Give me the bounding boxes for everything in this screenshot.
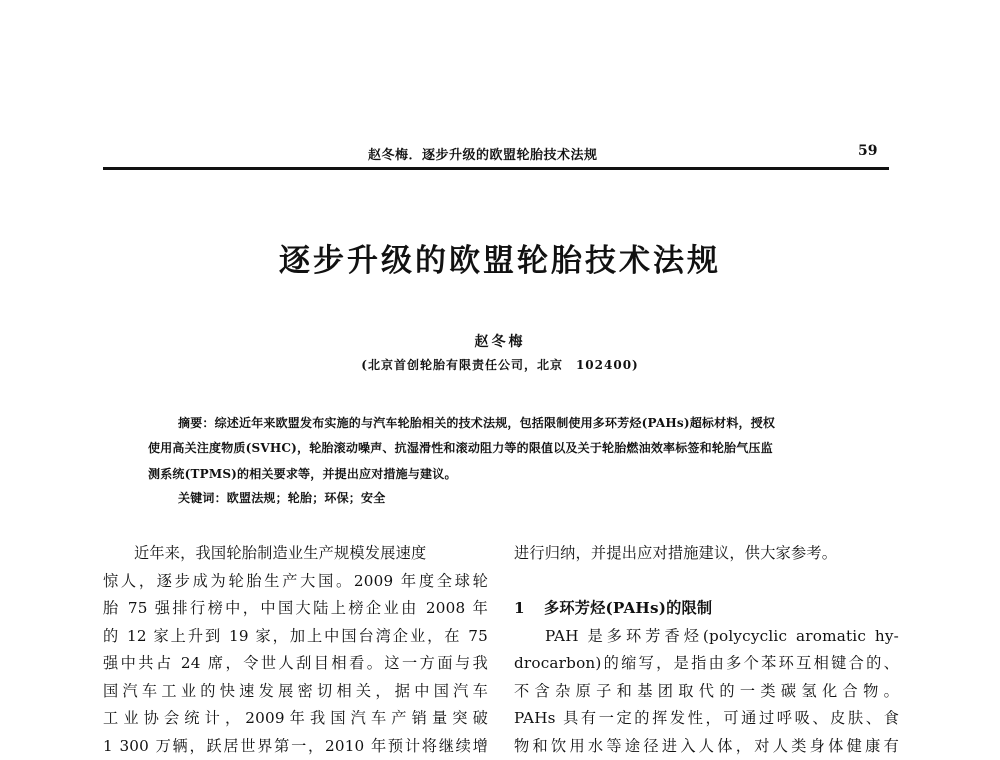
section-number: 1 — [514, 599, 525, 617]
body-line: PAH 是多环芳香烃(polycyclic aromatic hy- — [545, 626, 899, 645]
body-line: 物和饮用水等途径进入人体，对人类身体健康有 — [514, 736, 899, 755]
body-line: 胎 75 强排行榜中，中国大陆上榜企业由 2008 年 — [103, 599, 488, 617]
author-name: 赵冬梅 — [474, 334, 526, 350]
section-title: 多环芳烃(PAHs)的限制 — [544, 599, 713, 617]
body-line: 强中共占 24 席，令世人刮目相看。这一方面与我 — [103, 654, 488, 672]
abstract-line-3: 测系统(TPMS)的相关要求等，并提出应对措施与建议。 — [148, 467, 457, 481]
body-line: 不含杂原子和基团取代的一类碳氢化合物。 — [514, 681, 899, 700]
running-head: 赵冬梅．逐步升级的欧盟轮胎技术法规 — [368, 148, 598, 163]
page-number: 59 — [858, 143, 878, 159]
body-left-column — [103, 540, 488, 760]
body-line: 惊人，逐步成为轮胎生产大国。2009 年度全球轮 — [103, 571, 488, 590]
body-right-column — [514, 540, 899, 760]
article-title: 逐步升级的欧盟轮胎技术法规 — [279, 243, 721, 279]
abstract-line-1: 摘要：综述近年来欧盟发布实施的与汽车轮胎相关的技术法规，包括限制使用多环芳烃(PAHs)超标材料，授权 — [178, 416, 776, 430]
body-line: 进行归纳，并提出应对措施建议，供大家参考。 — [514, 544, 838, 562]
header-rule — [103, 167, 889, 170]
abstract-line-2: 使用高关注度物质(SVHC)，轮胎滚动噪声、抗湿滑性和滚动阻力等的限值以及关于轮胎燃油效率标签和轮胎气压监 — [148, 441, 773, 455]
body-line: 1 300 万辆，跃居世界第一，2010 年预计将继续增 — [103, 736, 488, 755]
body-line: 工业协会统计，2009年我国汽车产销量突破 — [103, 709, 488, 727]
section-heading — [514, 595, 899, 623]
author-affiliation: (北京首创轮胎有限责任公司，北京 102400) — [361, 358, 639, 372]
body-line: 近年来，我国轮胎制造业生产规模发展速度 — [134, 544, 427, 562]
keywords: 关键词：欧盟法规；轮胎；环保；安全 — [178, 491, 386, 505]
body-line: 的 12 家上升到 19 家，加上中国台湾企业，在 75 — [103, 626, 488, 645]
body-line: drocarbon)的缩写，是指由多个苯环互相键合的、 — [514, 654, 899, 672]
body-line: PAHs 具有一定的挥发性，可通过呼吸、皮肤、食 — [514, 709, 899, 727]
body-line: 国汽车工业的快速发展密切相关，据中国汽车 — [103, 681, 488, 700]
